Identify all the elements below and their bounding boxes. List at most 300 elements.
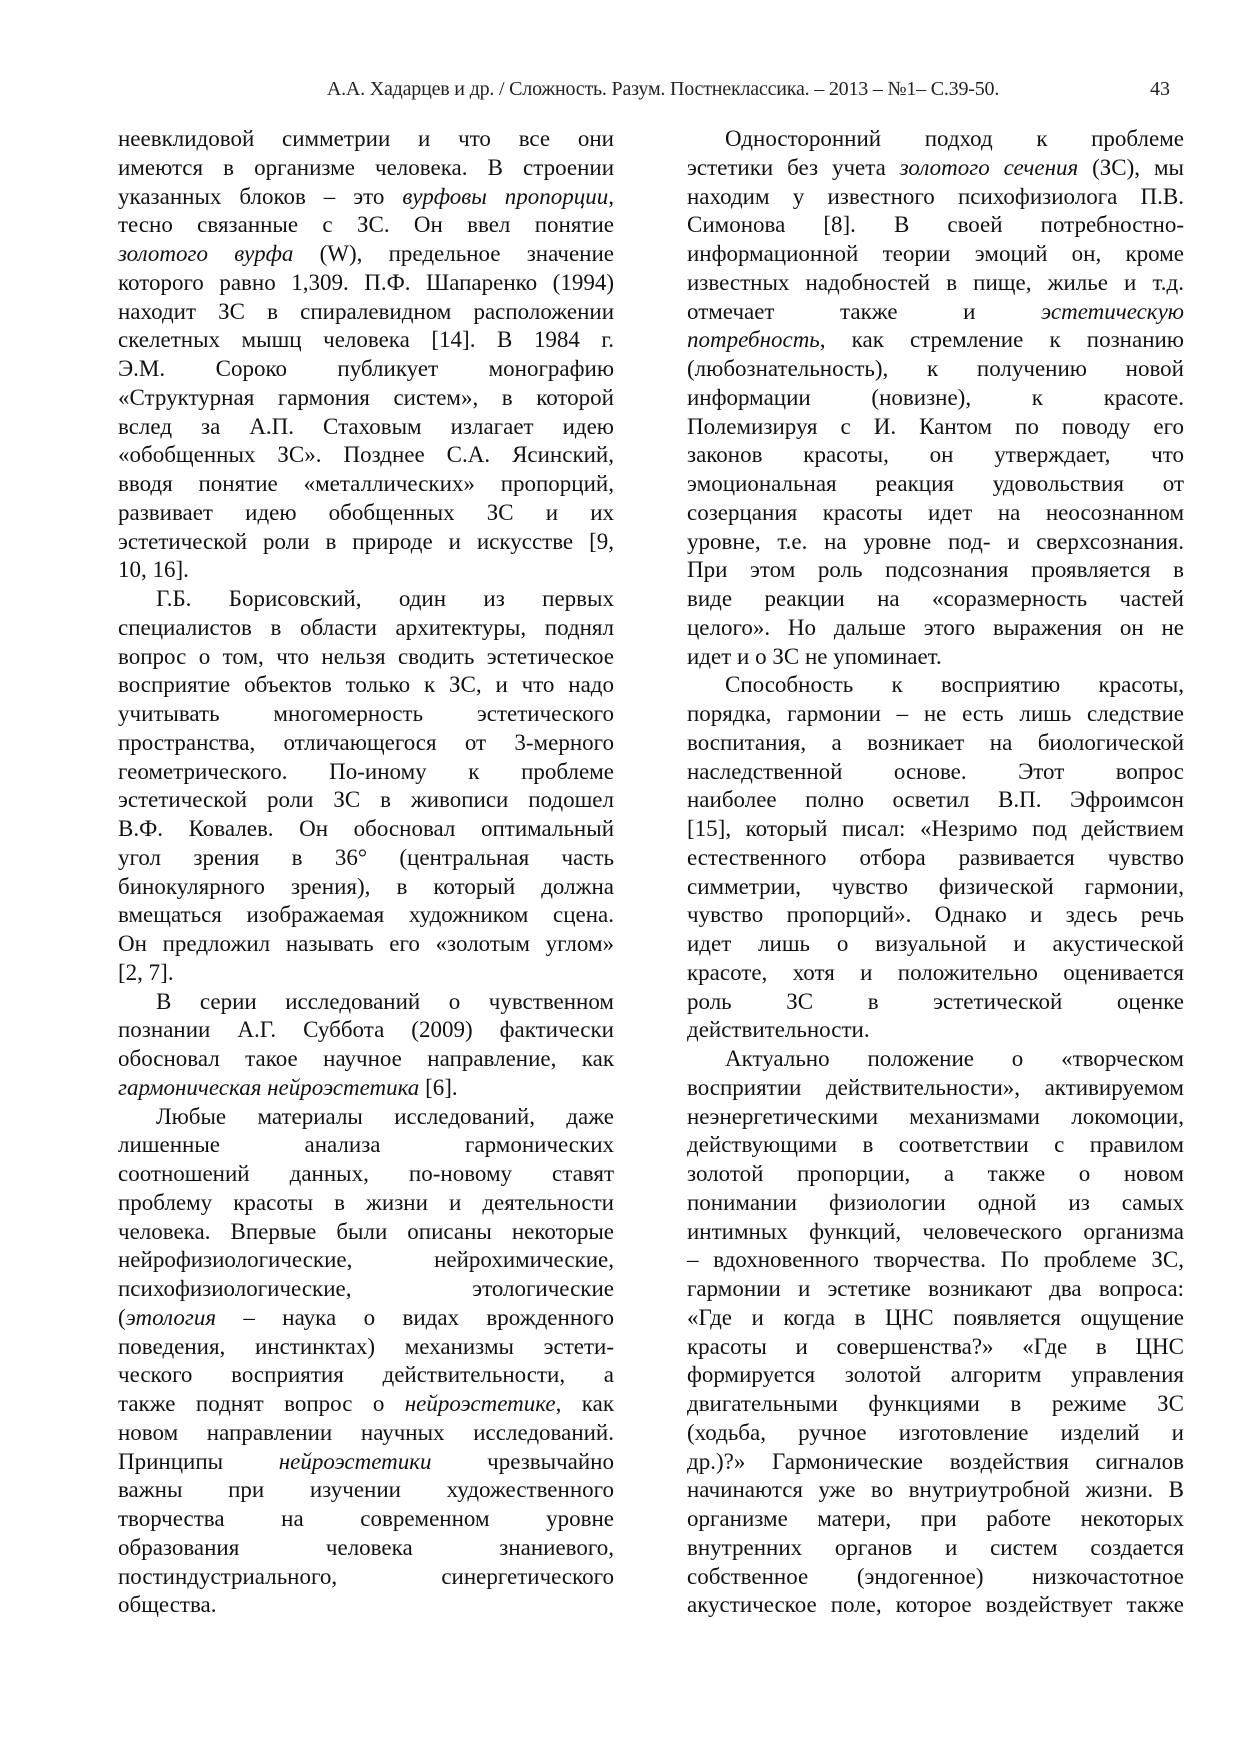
text-run: красоте, хотя и положительно оценивается xyxy=(687,959,1184,985)
text-line-content xyxy=(687,441,1184,470)
text-line xyxy=(118,1333,614,1362)
italic-term: нейроэстетики xyxy=(278,1448,432,1474)
text-line-content xyxy=(118,1131,614,1160)
text-line xyxy=(687,1563,1184,1592)
text-line-content xyxy=(118,873,614,902)
text-line xyxy=(118,1160,614,1189)
left-column-text xyxy=(118,125,614,1620)
text-run: целого». Но дальше этого выражения он не xyxy=(687,614,1184,640)
text-run: Принципы xyxy=(118,1448,279,1474)
text-line xyxy=(118,1563,614,1592)
italic-term: нейроэстетике xyxy=(404,1391,556,1416)
text-run: гармонии и эстетике возникают два вопроса: xyxy=(687,1276,1184,1301)
text-line xyxy=(687,1333,1184,1362)
text-line-content xyxy=(687,988,1184,1017)
text-line-content xyxy=(687,1419,1184,1448)
text-line-content xyxy=(118,1505,614,1534)
text-run: виде реакции на «соразмерность частей xyxy=(687,586,1184,611)
text-run: информационной теории эмоций он, кроме xyxy=(687,241,1184,266)
text-run: образования человека знаниевого, xyxy=(118,1534,614,1560)
text-run: чрезвычайно xyxy=(431,1448,614,1474)
text-line xyxy=(687,154,1184,183)
text-line-content xyxy=(687,211,1184,240)
text-run: чувство пропорций». Однако и здесь речь xyxy=(687,902,1184,928)
text-line-content xyxy=(118,901,614,930)
text-line xyxy=(118,988,614,1017)
text-run: Полемизируя с И. Кантом по поводу его xyxy=(687,413,1184,439)
text-line-content xyxy=(118,1275,614,1304)
text-line-content xyxy=(687,326,1184,355)
text-run: эстетики без учета xyxy=(687,154,900,180)
text-line-content xyxy=(118,326,614,355)
text-run: (любознательность), к получению новой xyxy=(687,356,1184,381)
text-run: соотношений данных, по-новому ставят xyxy=(118,1161,614,1186)
text-line-content xyxy=(687,269,1184,298)
text-line xyxy=(118,413,614,442)
text-line-content xyxy=(687,1246,1184,1275)
text-line xyxy=(687,1534,1184,1563)
running-header xyxy=(0,78,1240,108)
text-line xyxy=(687,1218,1184,1247)
text-line xyxy=(687,183,1184,212)
text-line-content xyxy=(118,1160,614,1189)
text-run: творчества на современном уровне xyxy=(118,1506,614,1531)
text-line-content xyxy=(687,154,1184,183)
text-run: новом направлении научных исследований. xyxy=(118,1419,614,1445)
text-run: уровне, т.е. на уровне под- и сверхсознания. xyxy=(687,528,1184,554)
text-line xyxy=(118,499,614,528)
text-line-content xyxy=(118,729,614,758)
text-run: проблему красоты в жизни и деятельности xyxy=(118,1189,614,1215)
text-line xyxy=(118,1016,614,1045)
text-line-content xyxy=(687,1476,1184,1505)
text-run: др.)?» Гармонические воздействия сигналов xyxy=(687,1448,1184,1474)
text-line-content xyxy=(687,1333,1184,1362)
text-line-content xyxy=(687,614,1184,643)
text-run: созерцания красоты идет на неосознанном xyxy=(687,499,1184,525)
text-line-content xyxy=(118,441,614,470)
text-run: указанных блоков – это xyxy=(118,183,403,209)
text-line-content xyxy=(118,499,614,528)
text-line-content xyxy=(118,786,614,815)
text-run: действующими в соответствии с правилом xyxy=(687,1132,1184,1158)
text-line xyxy=(118,1275,614,1304)
text-line-content xyxy=(118,844,614,873)
text-run: бинокулярного зрения), в который должна xyxy=(118,873,614,899)
text-run: имеются в организме человека. В строении xyxy=(118,154,614,180)
text-line xyxy=(118,930,614,959)
text-run: формируется золотой алгоритм управления xyxy=(687,1362,1184,1388)
text-run: [6]. xyxy=(419,1074,458,1100)
text-line xyxy=(687,1476,1184,1505)
text-run: При этом роль подсознания проявляется в xyxy=(687,557,1184,583)
text-run: угол зрения в 36° (центральная часть xyxy=(118,844,614,870)
text-line-content xyxy=(118,1476,614,1505)
text-line xyxy=(118,183,614,212)
text-line-content xyxy=(118,413,614,442)
text-line-content xyxy=(687,1103,1184,1132)
text-line-content xyxy=(118,298,614,327)
text-line xyxy=(687,499,1184,528)
text-line xyxy=(118,1390,614,1419)
text-line-content xyxy=(687,585,1184,614)
text-run: известных надобностей в пище, жилье и т.д. xyxy=(687,269,1184,295)
text-line xyxy=(118,700,614,729)
text-line xyxy=(118,298,614,327)
text-line-content xyxy=(156,585,614,614)
text-line-content xyxy=(687,413,1184,442)
text-line-content xyxy=(687,959,1184,988)
right-column-text xyxy=(687,125,1184,1620)
text-line xyxy=(687,1189,1184,1218)
text-line-content xyxy=(118,240,614,269)
text-line xyxy=(687,1016,1184,1045)
text-line-content xyxy=(118,528,614,557)
text-run: Он предложил называть его «золотым углом» xyxy=(118,931,614,956)
text-line xyxy=(687,1160,1184,1189)
text-line-content xyxy=(156,988,614,1017)
italic-term: золотого сечения xyxy=(899,154,1079,180)
text-line xyxy=(118,528,614,557)
text-line xyxy=(118,125,614,154)
text-line-content xyxy=(687,873,1184,902)
text-line xyxy=(687,1448,1184,1477)
text-run: Актуально положение о «творческом xyxy=(725,1046,1184,1071)
text-line-content xyxy=(687,700,1184,729)
text-line xyxy=(687,873,1184,902)
text-run: отмечает также и xyxy=(687,298,1042,324)
text-line xyxy=(118,1505,614,1534)
text-line-content xyxy=(118,815,614,844)
text-line xyxy=(118,1103,614,1132)
text-line xyxy=(687,844,1184,873)
text-line xyxy=(118,786,614,815)
text-line-content xyxy=(687,1218,1184,1247)
text-line-content xyxy=(687,1016,1184,1045)
text-run: «Структурная гармония систем», в которой xyxy=(118,384,614,410)
text-line xyxy=(118,1448,614,1477)
text-run: красоты и совершенства?» «Где в ЦНС xyxy=(687,1333,1184,1359)
text-line-content xyxy=(118,1074,614,1103)
text-run: 10, 16]. xyxy=(118,557,189,583)
text-line xyxy=(687,240,1184,269)
text-line xyxy=(687,1074,1184,1103)
text-line-content xyxy=(687,384,1184,413)
text-run: ческого восприятия действительности, а xyxy=(118,1362,614,1388)
text-line-content xyxy=(118,1563,614,1592)
text-line-content xyxy=(118,556,614,585)
text-line-content xyxy=(687,758,1184,787)
text-line xyxy=(687,413,1184,442)
text-line xyxy=(687,326,1184,355)
text-run: симметрии, чувство физической гармонии, xyxy=(687,873,1184,899)
text-line xyxy=(687,355,1184,384)
text-line-content xyxy=(725,671,1184,700)
text-line xyxy=(118,901,614,930)
text-line xyxy=(687,384,1184,413)
text-run: – вдохновенного творчества. По проблеме ЗС, xyxy=(687,1247,1184,1273)
text-line xyxy=(687,729,1184,758)
text-line xyxy=(118,758,614,787)
text-run: В.Ф. Ковалев. Он обосновал оптимальный xyxy=(118,816,614,841)
text-line xyxy=(687,700,1184,729)
text-line xyxy=(687,211,1184,240)
text-run: интимных функций, человеческого организма xyxy=(687,1218,1184,1244)
text-line xyxy=(118,240,614,269)
text-run: понимании физиологии одной из самых xyxy=(687,1189,1184,1215)
text-line-content xyxy=(118,930,614,959)
text-line xyxy=(118,614,614,643)
text-line xyxy=(687,269,1184,298)
text-line-content xyxy=(118,125,614,154)
italic-term: потребность xyxy=(687,327,820,353)
text-run: ( xyxy=(118,1304,126,1330)
text-line xyxy=(118,556,614,585)
text-run: двигательными функциями в режиме ЗС xyxy=(687,1391,1184,1416)
text-run: идет лишь о визуальной и акустической xyxy=(687,931,1184,956)
text-line xyxy=(118,441,614,470)
text-run: эмоциональная реакция удовольствия от xyxy=(687,471,1184,496)
text-line-content xyxy=(687,729,1184,758)
text-run: [2, 7]. xyxy=(118,959,174,985)
text-run: – наука о видах врожденного xyxy=(216,1304,614,1330)
text-line xyxy=(118,384,614,413)
text-run: тесно связанные с ЗС. Он ввел понятие xyxy=(118,212,614,238)
text-run: эстетической роли ЗС в живописи подошел xyxy=(118,787,614,813)
text-line-content xyxy=(687,499,1184,528)
text-line-content xyxy=(687,1361,1184,1390)
text-run: Способность к восприятию красоты, xyxy=(725,672,1184,698)
text-run: «обобщенных ЗС». Позднее С.А. Ясинский, xyxy=(118,442,614,468)
text-line-content xyxy=(118,1419,614,1448)
text-run: человека. Впервые были описаны некоторые xyxy=(118,1218,614,1244)
text-run: информации (новизне), к красоте. xyxy=(687,384,1184,410)
text-run: учитывать многомерность эстетического xyxy=(118,701,614,726)
text-line-content xyxy=(118,1333,614,1362)
text-run: порядка, гармонии – не есть лишь следствие xyxy=(687,701,1184,726)
text-line-content xyxy=(118,959,614,988)
text-run: важны при изучении художественного xyxy=(118,1477,614,1503)
text-line xyxy=(118,154,614,183)
text-run: идет и о ЗС не упоминает. xyxy=(687,643,942,669)
text-line xyxy=(687,1246,1184,1275)
text-line xyxy=(687,1103,1184,1132)
text-line-content xyxy=(687,1131,1184,1160)
text-run: наследственной основе. Этот вопрос xyxy=(687,758,1184,784)
text-line-content xyxy=(725,1045,1184,1074)
text-run: воспитания, а возникает на биологической xyxy=(687,729,1184,755)
text-run: , xyxy=(608,183,614,209)
text-line xyxy=(118,1591,614,1620)
text-line xyxy=(118,1246,614,1275)
text-line-content xyxy=(118,758,614,787)
text-line xyxy=(118,1045,614,1074)
text-run: , как стремление к познанию xyxy=(819,327,1184,353)
text-run: Г.Б. Борисовский, один из первых xyxy=(156,586,614,611)
text-line-content xyxy=(687,1160,1184,1189)
text-line xyxy=(687,815,1184,844)
text-line-content xyxy=(118,1246,614,1275)
text-run: также поднят вопрос о xyxy=(118,1391,405,1416)
text-line-content xyxy=(687,901,1184,930)
text-run: Симонова [8]. В своей потребностно- xyxy=(687,212,1184,238)
text-line xyxy=(687,298,1184,327)
text-line-content xyxy=(118,355,614,384)
text-run: находит ЗС в спиралевидном расположении xyxy=(118,298,614,324)
text-run: вводя понятие «металлических» пропорций, xyxy=(118,471,614,496)
text-run: (ходьба, ручное изготовление изделий и xyxy=(687,1419,1184,1445)
text-line-content xyxy=(687,240,1184,269)
text-run: роль ЗС в эстетической оценке xyxy=(687,988,1184,1014)
text-run: «Где и когда в ЦНС появляется ощущение xyxy=(687,1304,1184,1330)
text-run: восприятие объектов только к ЗС, и что надо xyxy=(118,672,614,698)
text-run: золотой пропорции, а также о новом xyxy=(687,1161,1184,1186)
text-line-content xyxy=(687,183,1184,212)
text-line xyxy=(118,211,614,240)
text-line xyxy=(687,1131,1184,1160)
text-line xyxy=(687,758,1184,787)
text-run: геометрического. По-иному к проблеме xyxy=(118,758,614,784)
text-line-content xyxy=(118,183,614,212)
text-line-content xyxy=(687,1074,1184,1103)
text-line-content xyxy=(118,1218,614,1247)
text-line-content xyxy=(118,211,614,240)
text-line-content xyxy=(118,269,614,298)
text-line xyxy=(118,1074,614,1103)
text-line xyxy=(687,1045,1184,1074)
text-run: лишенные анализа гармонических xyxy=(118,1132,614,1158)
text-line xyxy=(687,1505,1184,1534)
text-run: начинаются уже во внутриутробной жизни. В xyxy=(687,1477,1184,1503)
text-line-content xyxy=(687,786,1184,815)
text-line xyxy=(118,1534,614,1563)
text-run: общества. xyxy=(118,1592,217,1618)
text-line-content xyxy=(118,700,614,729)
text-line xyxy=(118,585,614,614)
text-line-content xyxy=(118,1448,614,1477)
text-run: обосновал такое научное направление, как xyxy=(118,1046,614,1071)
text-run: , как xyxy=(555,1391,614,1416)
text-line xyxy=(687,614,1184,643)
text-line xyxy=(118,671,614,700)
text-line-content xyxy=(687,298,1184,327)
text-line xyxy=(687,643,1184,672)
text-line xyxy=(687,125,1184,154)
text-run: Односторонний подход к проблеме xyxy=(725,126,1184,151)
text-line-content xyxy=(118,1390,614,1419)
text-line-content xyxy=(687,1275,1184,1304)
text-line-content xyxy=(118,384,614,413)
text-line xyxy=(118,1361,614,1390)
text-run: неевклидовой симметрии и что все они xyxy=(118,126,614,151)
text-line xyxy=(118,1189,614,1218)
text-line-content xyxy=(118,1016,614,1045)
text-line xyxy=(118,1218,614,1247)
text-line xyxy=(687,1275,1184,1304)
text-run: восприятии действительности», активируемом xyxy=(687,1074,1184,1100)
italic-term: эстетическую xyxy=(1041,298,1184,324)
text-run: находим у известного психофизиолога П.В. xyxy=(687,183,1184,209)
text-line xyxy=(118,1476,614,1505)
text-run: познании А.Г. Суббота (2009) фактически xyxy=(118,1017,614,1043)
text-run: естественного отбора развивается чувство xyxy=(687,844,1184,870)
text-line xyxy=(118,326,614,355)
page-number: 43 xyxy=(1150,78,1170,100)
text-line-content xyxy=(687,643,1184,672)
text-line xyxy=(687,441,1184,470)
text-run: наиболее полно осветил В.П. Эфроимсон xyxy=(687,787,1184,813)
text-run: организме матери, при работе некоторых xyxy=(687,1506,1184,1531)
text-run: скелетных мышц человека [14]. В 1984 г. xyxy=(118,327,614,353)
text-line xyxy=(118,959,614,988)
text-run: Любые материалы исследований, даже xyxy=(156,1103,614,1129)
text-line xyxy=(687,1419,1184,1448)
text-line-content xyxy=(687,556,1184,585)
italic-term: гармоническая нейроэстетика xyxy=(118,1074,420,1100)
text-run: Э.М. Сороко публикует монографию xyxy=(118,356,614,381)
text-line-content xyxy=(118,1189,614,1218)
text-line-content xyxy=(687,1304,1184,1333)
text-run: внутренних органов и систем создается xyxy=(687,1534,1184,1560)
text-line-content xyxy=(725,125,1184,154)
text-line-content xyxy=(687,470,1184,499)
text-line-content xyxy=(118,1361,614,1390)
text-line-content xyxy=(118,1591,614,1620)
text-line-content xyxy=(118,1534,614,1563)
text-line-content xyxy=(687,1563,1184,1592)
text-run: законов красоты, он утверждает, что xyxy=(687,442,1184,468)
text-line-content xyxy=(118,1304,614,1333)
text-line xyxy=(687,470,1184,499)
text-run: специалистов в области архитектуры, поднял xyxy=(118,614,614,640)
text-line xyxy=(687,930,1184,959)
text-run: вопрос о том, что нельзя сводить эстетическое xyxy=(118,643,614,669)
text-run: акустическое поле, которое воздействует также xyxy=(687,1592,1184,1618)
text-line xyxy=(687,1390,1184,1419)
text-line xyxy=(687,786,1184,815)
text-run: (ЗС), мы xyxy=(1078,154,1184,180)
text-line-content xyxy=(687,528,1184,557)
text-line xyxy=(118,643,614,672)
italic-term: золотого вурфа xyxy=(118,241,294,266)
text-line xyxy=(118,1131,614,1160)
text-line xyxy=(687,988,1184,1017)
text-run: психофизиологические, этологические xyxy=(118,1276,614,1301)
text-run: неэнергетическими механизмами локомоции, xyxy=(687,1103,1184,1129)
italic-term: вурфовы пропорции xyxy=(402,183,609,209)
text-run: В серии исследований о чувственном xyxy=(156,988,614,1014)
text-line-content xyxy=(687,1534,1184,1563)
text-line-content xyxy=(118,614,614,643)
text-run: (W), предельное значение xyxy=(293,241,614,266)
text-line-content xyxy=(118,154,614,183)
text-line-content xyxy=(687,1390,1184,1419)
text-run: пространства, отличающегося от 3-мерного xyxy=(118,729,614,755)
text-run: действительности. xyxy=(687,1017,870,1043)
text-line xyxy=(687,959,1184,988)
text-line xyxy=(687,1591,1184,1620)
text-run: вслед за А.П. Стаховым излагает идею xyxy=(118,413,614,439)
text-line-content xyxy=(687,355,1184,384)
text-line xyxy=(118,1419,614,1448)
text-line xyxy=(118,815,614,844)
text-line xyxy=(118,729,614,758)
text-line-content xyxy=(118,643,614,672)
text-line xyxy=(687,1304,1184,1333)
text-run: нейрофизиологические, нейрохимические, xyxy=(118,1247,614,1273)
text-line xyxy=(687,528,1184,557)
text-run: поведения, инстинктах) механизмы эстети- xyxy=(118,1333,614,1359)
